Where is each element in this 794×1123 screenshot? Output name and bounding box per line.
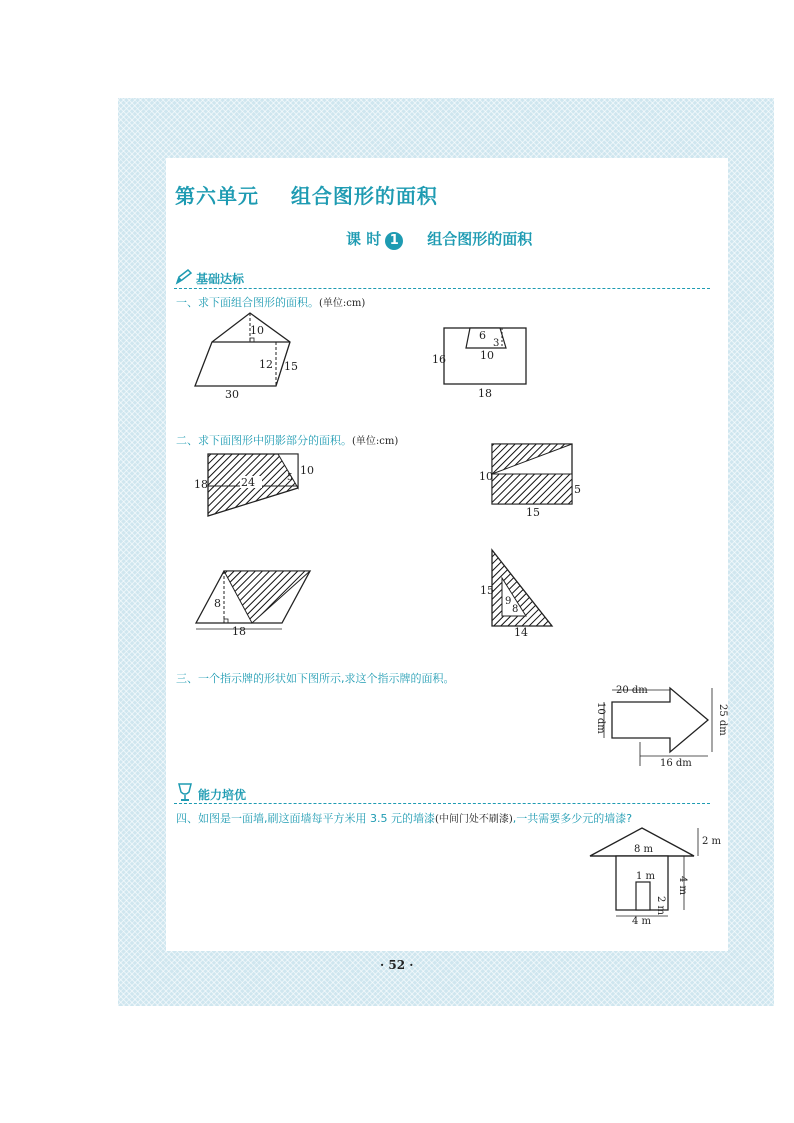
- label: 10: [250, 324, 264, 337]
- question-3: 三、一个指示牌的形状如下图所示,求这个指示牌的面积。: [176, 672, 455, 685]
- label: 10: [480, 349, 494, 362]
- label: 9: [505, 596, 512, 607]
- label: 2 m: [702, 836, 722, 847]
- pencil-icon: [174, 268, 194, 290]
- label: 25 dm: [717, 704, 728, 736]
- label: 2 m: [655, 896, 666, 916]
- unit-title: 第六单元 组合图形的面积: [175, 184, 438, 208]
- lesson-prefix: 课 时: [346, 230, 382, 248]
- figure-2c: [190, 565, 320, 641]
- question-4: 四、如图是一面墙,刷这面墙每平方米用 3.5 元的墙漆(中间门处不刷漆),一共需要多少元的墙漆?: [176, 812, 633, 825]
- label: 15: [480, 584, 494, 597]
- label: 4 m: [632, 916, 652, 926]
- label: 18: [194, 478, 208, 491]
- section-divider: [174, 288, 710, 289]
- label: 15: [284, 360, 298, 373]
- label: 10 dm: [595, 702, 606, 734]
- label: 16: [432, 353, 446, 366]
- label: 18: [478, 387, 492, 400]
- label: 5: [574, 483, 581, 496]
- label: 8 m: [634, 844, 654, 855]
- label: 5: [287, 473, 293, 483]
- label: 14: [514, 626, 528, 638]
- figure-2a: [190, 446, 320, 522]
- label: 24: [241, 476, 255, 489]
- label: 20 dm: [616, 685, 648, 696]
- section-advanced: 能力培优: [198, 788, 247, 802]
- label: 6: [479, 329, 486, 342]
- section-basic: 基础达标: [196, 272, 245, 286]
- label: 10: [300, 464, 314, 477]
- label: 4 m: [677, 876, 688, 896]
- label: 1 m: [636, 871, 656, 882]
- label: 10: [479, 470, 493, 483]
- label: 3: [493, 338, 500, 349]
- figure-2d: [476, 544, 566, 638]
- question-2: 二、求下面图形中阴影部分的面积。(单位:cm): [176, 434, 399, 447]
- question-1: 一、求下面组合图形的面积。(单位:cm): [176, 296, 366, 309]
- figure-1a: [190, 310, 310, 400]
- lesson-number-badge: 1: [385, 232, 403, 250]
- label: 15: [526, 506, 540, 519]
- label: 8: [214, 597, 221, 610]
- label: 30: [225, 388, 239, 400]
- label: 16 dm: [660, 758, 692, 769]
- label: 8: [512, 604, 519, 615]
- lesson-heading: [346, 228, 532, 250]
- label: 12: [259, 358, 273, 371]
- figure-1b: [430, 322, 540, 400]
- lesson-name: 组合图形的面积: [427, 230, 533, 248]
- label: 18: [232, 625, 246, 638]
- figure-4-wall: [586, 824, 726, 926]
- section-divider: [174, 803, 710, 804]
- page-number: · 52 ·: [380, 958, 414, 972]
- figure-2b: [476, 440, 586, 520]
- figure-3-signboard: [590, 680, 730, 772]
